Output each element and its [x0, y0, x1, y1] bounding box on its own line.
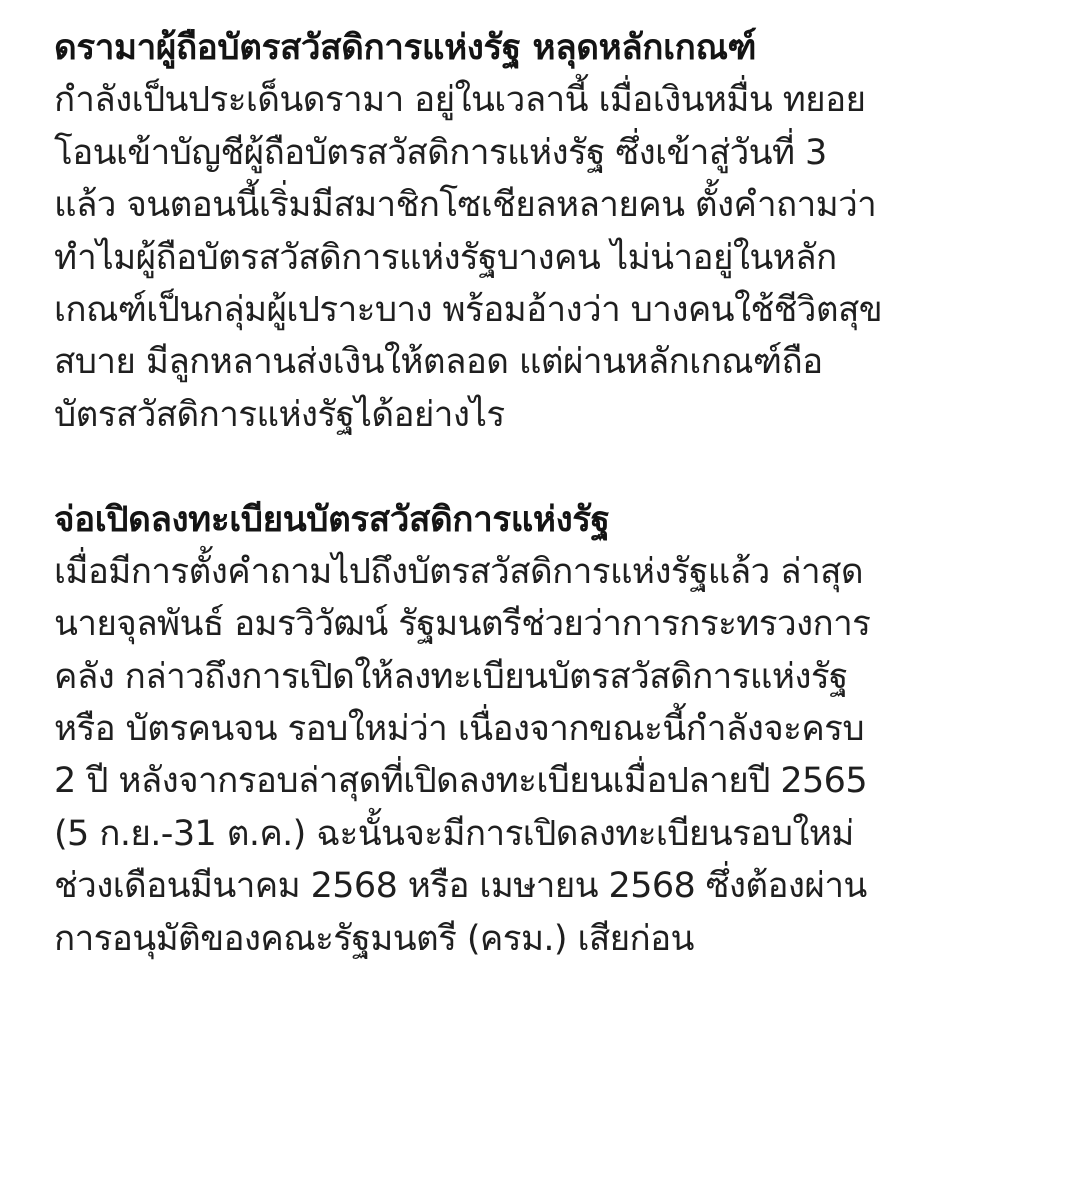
section-2-line: เมื่อมีการตั้งคำถามไปถึงบัตรสวัสดิการแห่งรัฐแล้ว ล่าสุด [54, 551, 863, 592]
section-1-line: สบาย มีลูกหลานส่งเงินให้ตลอด แต่ผ่านหลักเกณฑ์ถือ [54, 342, 823, 383]
section-1-line: แล้ว จนตอนนี้เริ่มมีสมาชิกโซเชียลหลายคน ตั้งคำถามว่า [54, 185, 877, 226]
section-2-line: หรือ บัตรคนจน รอบใหม่ว่า เนื่องจากขณะนี้กำลังจะครบ [54, 709, 864, 750]
section-2-line: นายจุลพันธ์ อมรวิวัฒน์ รัฐมนตรีช่วยว่าการกระทรวงการ [54, 604, 871, 645]
section-1-line: กำลังเป็นประเด็นดรามา อยู่ในเวลานี้ เมื่อเงินหมื่น ทยอย [54, 80, 866, 121]
section-2-heading: จ่อเปิดลงทะเบียนบัตรสวัสดิการแห่งรัฐ [54, 499, 610, 540]
section-1-line: บัตรสวัสดิการแห่งรัฐได้อย่างไร [54, 394, 505, 435]
section-1-line: โอนเข้าบัญชีผู้ถือบัตรสวัสดิการแห่งรัฐ ซึ่งเข้าสู่วันที่ 3 [54, 132, 827, 173]
section-1-line: เกณฑ์เป็นกลุ่มผู้เปราะบาง พร้อมอ้างว่า บางคนใช้ชีวิตสุข [54, 289, 883, 330]
section-1-heading: ดรามาผู้ถือบัตรสวัสดิการแห่งรัฐ หลุดหลักเกณฑ์ [54, 28, 757, 68]
article-body [54, 22, 1054, 965]
section-2-line: 2 ปี หลังจากรอบล่าสุดที่เปิดลงทะเบียนเมื่อปลายปี 2565 [54, 761, 868, 802]
section-2-line: การอนุมัติของคณะรัฐมนตรี (ครม.) เสียก่อน [54, 918, 694, 959]
section-2-line: (5 ก.ย.-31 ต.ค.) ฉะนั้นจะมีการเปิดลงทะเบียนรอบใหม่ [54, 813, 854, 854]
section-1-line: ทำไมผู้ถือบัตรสวัสดิการแห่งรัฐบางคน ไม่น่าอยู่ในหลัก [54, 237, 837, 278]
section-2-line: ช่วงเดือนมีนาคม 2568 หรือ เมษายน 2568 ซึ่งต้องผ่าน [54, 866, 867, 907]
section-2-line: คลัง กล่าวถึงการเปิดให้ลงทะเบียนบัตรสวัสดิการแห่งรัฐ [54, 656, 848, 697]
paragraph-spacer [54, 441, 1054, 493]
